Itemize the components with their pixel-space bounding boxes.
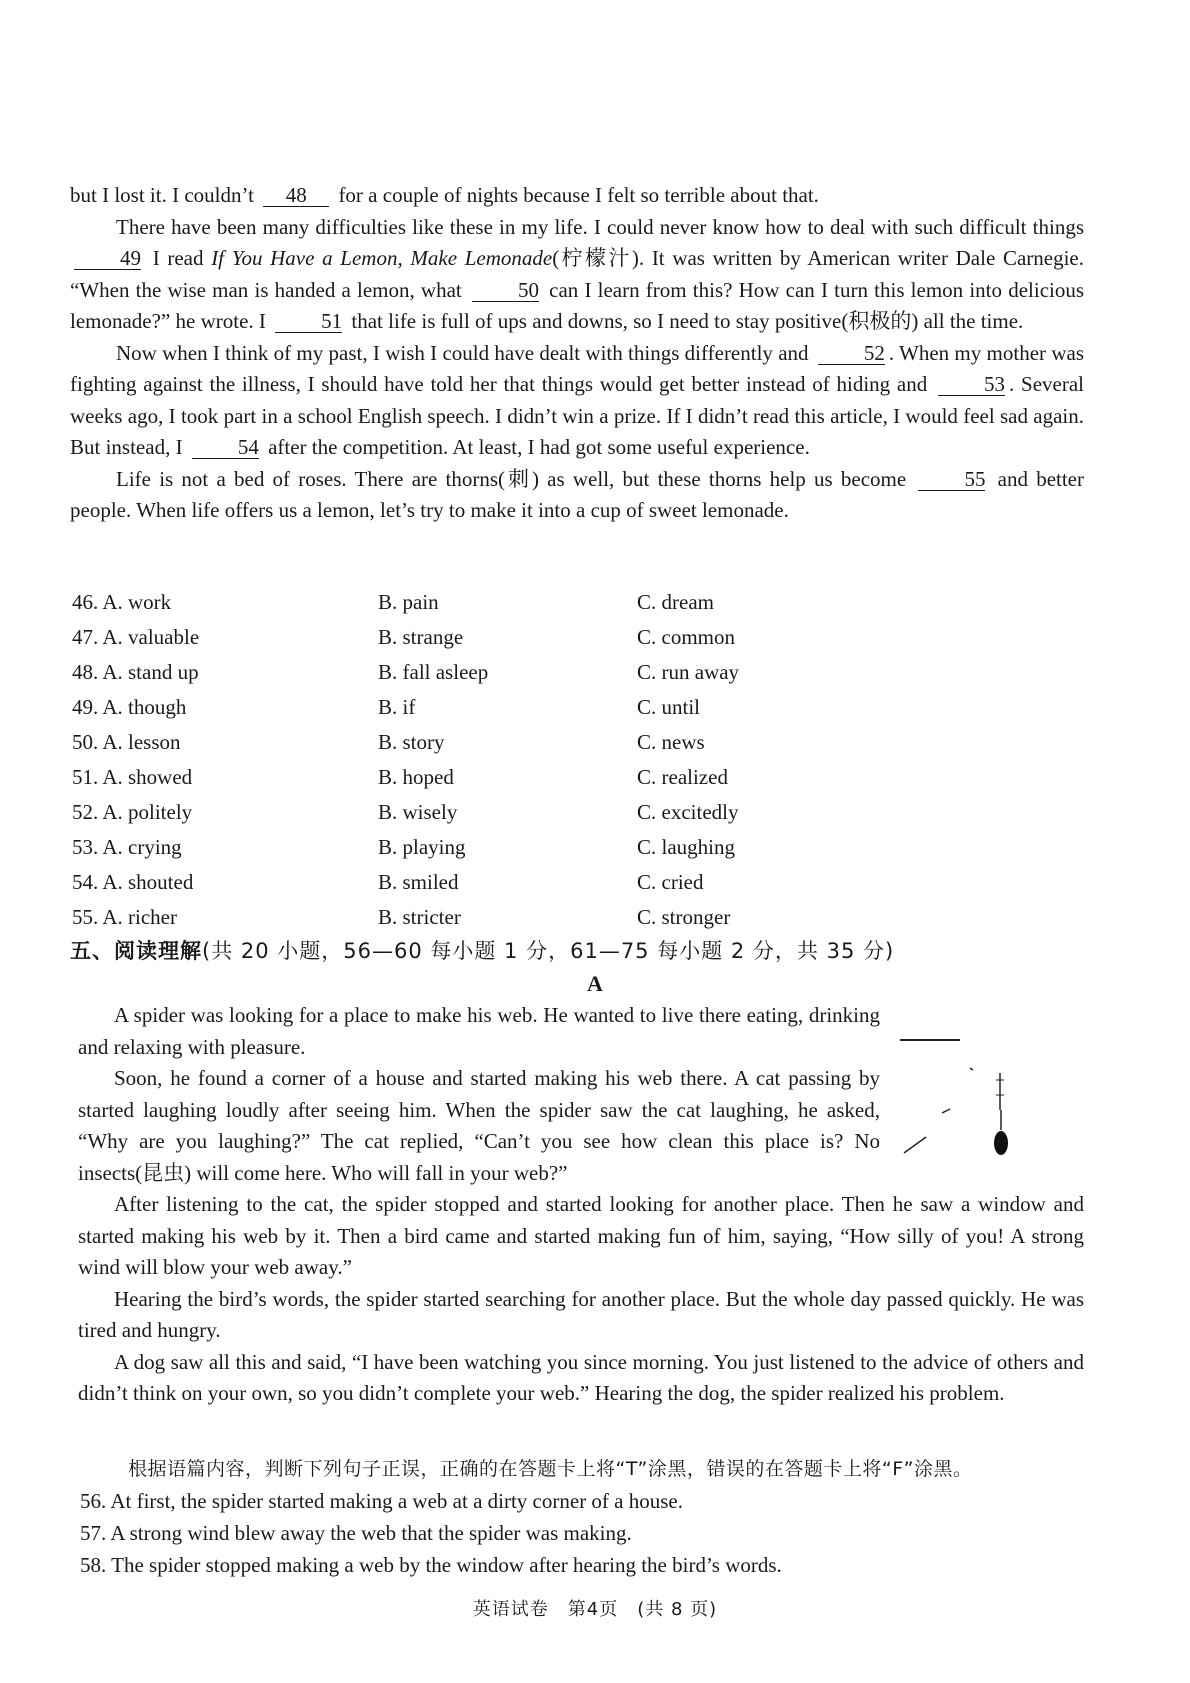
true-false-questions: [80, 1486, 782, 1582]
blank-51: 51: [275, 310, 342, 333]
text-segment: . When my mother was fighting against the illness, I should have told her that things would get better instead of hiding and: [70, 340, 1084, 396]
passage-paragraph-2: [70, 212, 1084, 338]
option-row-53: [72, 832, 772, 867]
question-57: 57. A strong wind blew away the web that the spider was making.: [80, 1521, 632, 1545]
option-a: 48. A. stand up: [72, 660, 199, 684]
reading-paragraph: A dog saw all this and said, “I have been watching you since morning. You just listened to the advice of others and didn’t think on your own, so you didn’t complete your web.” Hearing the dog, the spider realized his problem.: [78, 1349, 1084, 1405]
reading-paragraph: Soon, he found a corner of a house and started making his web there. A cat passing by started laughing loudly after seeing him. When the spider saw the cat laughing, he asked, “Why are you laughing?” The cat replied, “Can’t you see how clean this place is? No insects(昆虫) will come here. Who will fall in your web?”: [78, 1066, 880, 1185]
book-title: If You Have a Lemon, Make Lemonade: [211, 246, 553, 270]
option-c: C. dream: [637, 590, 714, 614]
option-c: C. until: [637, 695, 701, 719]
option-b: B. playing: [378, 835, 466, 859]
option-row-46: [72, 587, 772, 622]
option-b: B. story: [378, 730, 445, 754]
section-note: (共 20 小题，56—60 每小题 1 分，61—75 每小题 2 分，共 35 分): [202, 939, 895, 963]
text-segment: I read: [152, 246, 204, 270]
option-row-51: [72, 762, 772, 797]
blank-54: 54: [192, 436, 259, 459]
option-row-50: [72, 727, 772, 762]
instruction-text: 根据语篇内容，判断下列句子正误，正确的在答题卡上将“T”涂黑，错误的在答题卡上将“F”涂黑。: [128, 1458, 973, 1480]
option-row-54: [72, 867, 772, 902]
blank-53: 53: [938, 373, 1005, 396]
section-heading: [70, 936, 894, 968]
spider-body-icon: [994, 1131, 1008, 1155]
answer-options: [72, 587, 772, 937]
text-segment: and better people. When life offers us a lemon, let’s try to make it into a cup of sweet lemonade.: [70, 466, 1084, 522]
option-b: B. wisely: [378, 800, 458, 824]
option-a: 50. A. lesson: [72, 730, 181, 754]
option-row-55: [72, 902, 772, 937]
option-c: C. realized: [637, 765, 728, 789]
option-c: C. run away: [637, 660, 740, 684]
option-row-49: [72, 692, 772, 727]
question-58: 58. The spider stopped making a web by the window after hearing the bird’s words.: [80, 1553, 782, 1577]
option-a: 55. A. richer: [72, 905, 177, 929]
text-segment: Life is not a bed of roses. There are thorns(刺) as well, but these thorns help us become: [116, 466, 907, 491]
question-56: 56. At first, the spider started making a web at a dirty corner of a house.: [80, 1489, 683, 1513]
option-a: 52. A. politely: [72, 800, 193, 824]
option-b: B. hoped: [378, 765, 454, 789]
reading-paragraph: Hearing the bird’s words, the spider started searching for another place. But the whole day passed quickly. He was tired and hungry.: [78, 1286, 1084, 1342]
text-segment: Now when I think of my past, I wish I could have dealt with things differently and: [116, 340, 809, 365]
option-c: C. cried: [637, 870, 704, 894]
option-a: 49. A. though: [72, 695, 187, 719]
section-title: 五、阅读理解: [70, 939, 202, 963]
option-row-47: [72, 622, 772, 657]
option-b: B. pain: [378, 590, 439, 614]
option-b: B. if: [378, 695, 416, 719]
option-c: C. news: [637, 730, 705, 754]
option-a: 51. A. showed: [72, 765, 193, 789]
option-row-48: [72, 657, 772, 692]
option-b: B. stricter: [378, 905, 461, 929]
text-segment: but I lost it. I couldn’t: [70, 183, 254, 207]
web-strand: [904, 1137, 926, 1153]
passage-paragraph-1: [70, 180, 1084, 212]
web-fleck: [970, 1068, 973, 1070]
passage-paragraph-3: [70, 338, 1084, 464]
option-b: B. strange: [378, 625, 464, 649]
option-c: C. stronger: [637, 905, 731, 929]
text-segment: (柠檬汁). It was written by American writer Dale Carnegie. “When the wise man is handed a lemon, what: [70, 246, 1084, 302]
text-segment: There have been many difficulties like these in my life. I could never know how to deal with such difficult things: [116, 214, 1084, 239]
reading-paragraph: A spider was looking for a place to make his web. He wanted to live there eating, drinking and relaxing with pleasure.: [78, 1003, 880, 1059]
option-row-52: [72, 797, 772, 832]
reading-paragraph: After listening to the cat, the spider stopped and started looking for another place. Then he saw a window and started making his web by it. Then a bird came and started making fun of him, saying, “How silly of you! A strong wind will blow your web away.”: [78, 1192, 1084, 1279]
blank-50: 50: [472, 279, 539, 302]
option-c: C. excitedly: [637, 800, 739, 824]
option-c: C. laughing: [637, 835, 735, 859]
text-segment: can I learn from this? How can I turn this lemon into delicious lemonade?” he wrote. I: [70, 277, 1085, 333]
page-footer: 英语试卷 第4页 (共 8 页): [472, 1599, 718, 1620]
text-segment: for a couple of nights because I felt so terrible about that.: [338, 183, 819, 207]
option-a: 47. A. valuable: [72, 625, 200, 649]
part-label: A: [587, 971, 603, 996]
passage-paragraph-4: [70, 464, 1084, 527]
text-segment: . Several weeks ago, I took part in a school English speech. I didn’t win a prize. If I didn’t read this article, I would feel sad again. But instead, I: [70, 372, 1085, 459]
option-c: C. common: [637, 625, 735, 649]
option-b: B. fall asleep: [378, 660, 489, 684]
blank-52: 52: [818, 342, 885, 365]
blank-55: 55: [918, 468, 985, 491]
blank-49: 49: [74, 247, 141, 270]
option-b: B. smiled: [378, 870, 459, 894]
cloze-passage: [70, 180, 1084, 527]
option-a: 53. A. crying: [72, 835, 182, 859]
option-a: 46. A. work: [72, 590, 172, 614]
text-segment: that life is full of ups and downs, so I need to stay positive(积极的) all the time.: [351, 309, 1024, 333]
spider-hanging-icon: [900, 1035, 1030, 1175]
option-a: 54. A. shouted: [72, 870, 194, 894]
web-fleck: [942, 1109, 950, 1113]
text-segment: after the competition. At least, I had got some useful experience.: [268, 435, 810, 459]
blank-48: 48: [263, 184, 329, 207]
